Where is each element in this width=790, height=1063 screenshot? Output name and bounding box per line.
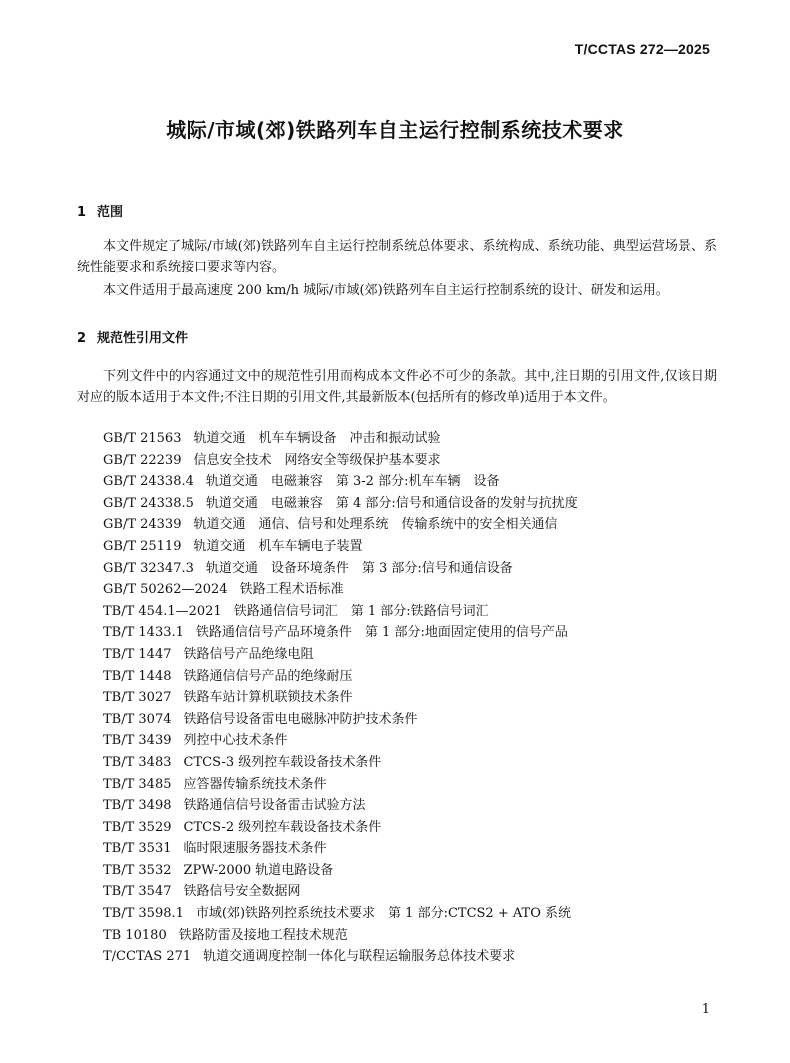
reference-title: CTCS-2 级列控车载设备技术条件 [183,819,382,835]
reference-code: TB/T 3027 [103,690,172,706]
reference-item [103,730,723,752]
reference-item [103,752,723,774]
reference-code: TB/T 1447 [103,646,172,662]
reference-code: TB/T 3074 [103,711,172,727]
section-heading-normative-references [77,327,188,346]
reference-title: CTCS-3 级列控车载设备技术条件 [183,754,382,770]
scope-paragraph-2: 本文件适用于最高速度 200 km/h 城际/市域(郊)铁路列车自主运行控制系统的设计、研发和运用。 [103,283,669,298]
reference-title: 铁路信号产品绝缘电阻 [183,646,314,662]
reference-item [103,493,723,515]
reference-item [103,536,723,558]
reference-code: TB/T 3498 [103,798,172,814]
reference-item [103,514,723,536]
section-number: 2 [77,331,87,346]
reference-code: T/CCTAS 271 [103,949,192,965]
reference-item [103,795,723,817]
reference-title: 铁路信号安全数据网 [183,884,301,900]
reference-item [103,946,723,968]
reference-item [103,687,723,709]
reference-item [103,860,723,882]
reference-item [103,579,723,601]
reference-title: 铁路通信信号词汇 第 1 部分:铁路信号词汇 [233,603,489,619]
reference-item [103,666,723,688]
reference-title: 临时限速服务器技术条件 [183,841,327,857]
reference-code: TB/T 3485 [103,776,172,792]
reference-title: 列控中心技术条件 [183,733,288,749]
reference-code: TB/T 454.1—2021 [103,603,222,619]
reference-code: GB/T 24338.5 [103,495,194,511]
reference-code: GB/T 24338.4 [103,474,194,490]
reference-item [103,644,723,666]
reference-title: 铁路工程术语标准 [239,582,344,598]
reference-code: GB/T 32347.3 [103,560,194,576]
reference-title: 应答器传输系统技术条件 [183,776,327,792]
reference-item [103,450,723,472]
reference-code: TB/T 3598.1 [103,906,184,922]
reference-title: 轨道交通 电磁兼容 第 4 部分:信号和通信设备的发射与抗扰度 [205,495,578,511]
reference-title: 铁路防雷及接地工程技术规范 [178,927,348,943]
reference-code: GB/T 22239 [103,452,182,468]
page-number: 1 [701,1002,710,1017]
reference-code: TB/T 3439 [103,733,172,749]
reference-title: 铁路通信信号产品环境条件 第 1 部分:地面固定使用的信号产品 [195,625,568,641]
reference-item [103,774,723,796]
reference-code: GB/T 24339 [103,517,182,533]
reference-item [103,471,723,493]
section-number: 1 [77,205,87,220]
reference-title: 轨道交通调度控制一体化与联程运输服务总体技术要求 [203,949,516,965]
reference-code: TB/T 3483 [103,754,172,770]
reference-title: 信息安全技术 网络安全等级保护基本要求 [193,452,441,468]
reference-code: GB/T 25119 [103,538,182,554]
reference-title: 轨道交通 设备环境条件 第 3 部分:信号和通信设备 [205,560,513,576]
section-title: 规范性引用文件 [97,331,189,346]
reference-code: TB/T 3532 [103,862,172,878]
reference-item [103,601,723,623]
reference-item [103,709,723,731]
reference-item [103,817,723,839]
section-title: 范围 [97,205,124,220]
reference-code: TB/T 3529 [103,819,172,835]
reference-title: 铁路车站计算机联锁技术条件 [183,690,353,706]
reference-code: GB/T 21563 [103,431,182,446]
reference-title: 铁路信号设备雷电电磁脉冲防护技术条件 [183,711,418,727]
reference-title: 轨道交通 机车车辆设备 冲击和振动试验 [193,431,441,446]
reference-list [103,428,723,968]
reference-code: GB/T 50262—2024 [103,582,228,598]
references-intro-paragraph: 下列文件中的内容通过文中的规范性引用而构成本文件必不可少的条款。其中,注日期的引用文件,仅该日期对应的版本适用于本文件;不注日期的引用文件,其最新版本(包括所有的修改单)适用于本文件。 [77,369,717,405]
reference-item [103,925,723,947]
reference-code: TB/T 1448 [103,668,172,684]
reference-item [103,428,723,450]
standard-number: T/CCTAS 272—2025 [574,41,710,57]
reference-title: 市域(郊)铁路列控系统技术要求 第 1 部分:CTCS2 + ATO 系统 [195,906,572,922]
reference-title: 铁路通信信号设备雷击试验方法 [183,798,366,814]
reference-title: 轨道交通 通信、信号和处理系统 传输系统中的安全相关通信 [193,517,558,533]
reference-title: 铁路通信信号产品的绝缘耐压 [183,668,353,684]
reference-item [103,838,723,860]
scope-paragraph-1: 本文件规定了城际/市域(郊)铁路列车自主运行控制系统总体要求、系统构成、系统功能、典型运营场景、系统性能要求和系统接口要求等内容。 [77,239,717,275]
reference-code: TB/T 3547 [103,884,172,900]
document-title: 城际/市域(郊)铁路列车自主运行控制系统技术要求 [166,118,624,142]
section-heading-scope [77,201,123,220]
reference-item [103,903,723,925]
reference-item [103,881,723,903]
reference-code: TB/T 1433.1 [103,625,184,641]
reference-title: ZPW-2000 轨道电路设备 [183,862,334,878]
reference-code: TB/T 3531 [103,841,172,857]
reference-title: 轨道交通 电磁兼容 第 3-2 部分:机车车辆 设备 [205,474,500,490]
reference-code: TB 10180 [103,927,167,943]
reference-item [103,558,723,580]
reference-item [103,622,723,644]
reference-title: 轨道交通 机车车辆电子装置 [193,538,363,554]
